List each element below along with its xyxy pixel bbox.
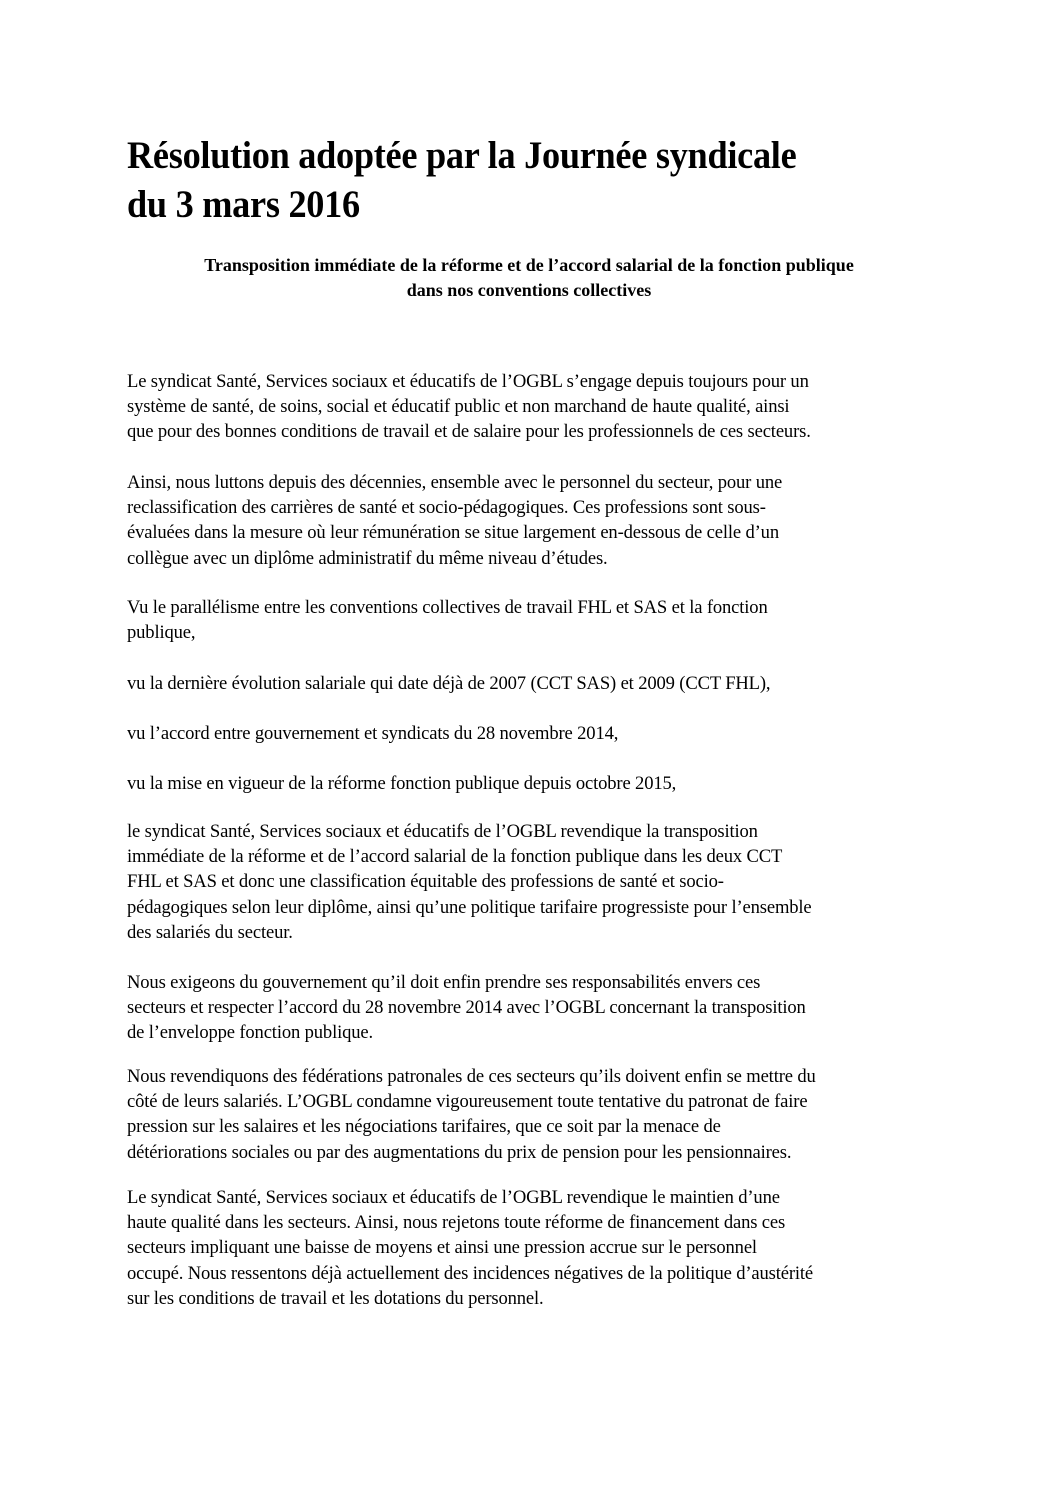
text-line: le syndicat Santé, Services sociaux et éducatifs de l’OGBL revendique la transposition [127,821,758,842]
subtitle-line: Transposition immédiate de la réforme et de l’accord salarial de la fonction publique [204,255,854,275]
title-line: Résolution adoptée par la Journée syndicale [127,134,797,177]
paragraph-vu-evolution [127,671,957,696]
text-line: Nous revendiquons des fédérations patronales de ces secteurs qu’ils doivent enfin se mettre du [127,1066,816,1087]
text-line: vu la mise en vigueur de la réforme fonction publique depuis octobre 2015, [127,773,677,794]
text-line: haute qualité dans les secteurs. Ainsi, nous rejetons toute réforme de financement dans ces [127,1212,786,1234]
text-line: Nous exigeons du gouvernement qu’il doit enfin prendre ses responsabilités envers ces [127,972,761,993]
document-subtitle [127,253,931,303]
text-line: Le syndicat Santé, Services sociaux et éducatifs de l’OGBL revendique le maintien d’une [127,1187,780,1208]
text-line: immédiate de la réforme et de l’accord salarial de la fonction publique dans les deux CCT [127,846,783,868]
text-line: Vu le parallélisme entre les conventions collectives de travail FHL et SAS et la fonction [127,597,768,618]
document-title [127,131,890,229]
title-line: du 3 mars 2016 [127,183,360,226]
text-line: FHL et SAS et donc une classification équitable des professions de santé et socio- [127,871,724,893]
subtitle-line: dans nos conventions collectives [406,280,652,300]
paragraph-intro [127,369,957,445]
text-line: détériorations sociales ou par des augmentations du prix de pension pour les pensionnaires. [127,1141,792,1163]
paragraph-vu-accord [127,721,957,746]
text-line: vu l’accord entre gouvernement et syndicats du 28 novembre 2014, [127,723,619,744]
text-line: secteurs impliquant une baisse de moyens et ainsi une pression accrue sur le personnel [127,1237,757,1259]
text-line: reclassification des carrières de santé et socio-pédagogiques. Ces professions sont sous- [127,497,766,519]
text-line: pression sur les salaires et les négociations tarifaires, que ce soit par la menace de [127,1116,721,1138]
paragraph-vu-reforme [127,771,957,796]
text-line: système de santé, de soins, social et éducatif public et non marchand de haute qualité, ainsi [127,396,790,418]
text-line: Le syndicat Santé, Services sociaux et éducatifs de l’OGBL s’engage depuis toujours pour un [127,371,809,392]
paragraph-vu-parallelisme [127,595,957,645]
text-line: pédagogiques selon leur diplôme, ainsi qu’une politique tarifaire progressiste pour l’ensemble [127,896,812,918]
text-line: collègue avec un diplôme administratif du même niveau d’études. [127,547,608,569]
paragraph-revendication [127,819,957,945]
paragraph-maintien-qualite [127,1185,957,1311]
text-line: Ainsi, nous luttons depuis des décennies, ensemble avec le personnel du secteur, pour une [127,472,783,493]
text-line: sur les conditions de travail et les dotations du personnel. [127,1287,544,1309]
text-line: que pour des bonnes conditions de travail et de salaire pour les professionnels de ces secteurs. [127,421,811,443]
paragraph-gouvernement [127,970,957,1046]
paragraph-federations [127,1064,957,1165]
text-line: secteurs et respecter l’accord du 28 novembre 2014 avec l’OGBL concernant la transposition [127,997,806,1019]
text-line: publique, [127,622,196,644]
text-line: côté de leurs salariés. L’OGBL condamne vigoureusement toute tentative du patronat de faire [127,1091,808,1113]
text-line: vu la dernière évolution salariale qui date déjà de 2007 (CCT SAS) et 2009 (CCT FHL), [127,673,771,694]
text-line: évaluées dans la mesure où leur rémunération se situe largement en-dessous de celle d’un [127,522,779,544]
text-line: de l’enveloppe fonction publique. [127,1022,373,1044]
text-line: occupé. Nous ressentons déjà actuellement des incidences négatives de la politique d’austérité [127,1262,814,1284]
text-line: des salariés du secteur. [127,921,293,943]
paragraph-reclassification [127,470,957,571]
